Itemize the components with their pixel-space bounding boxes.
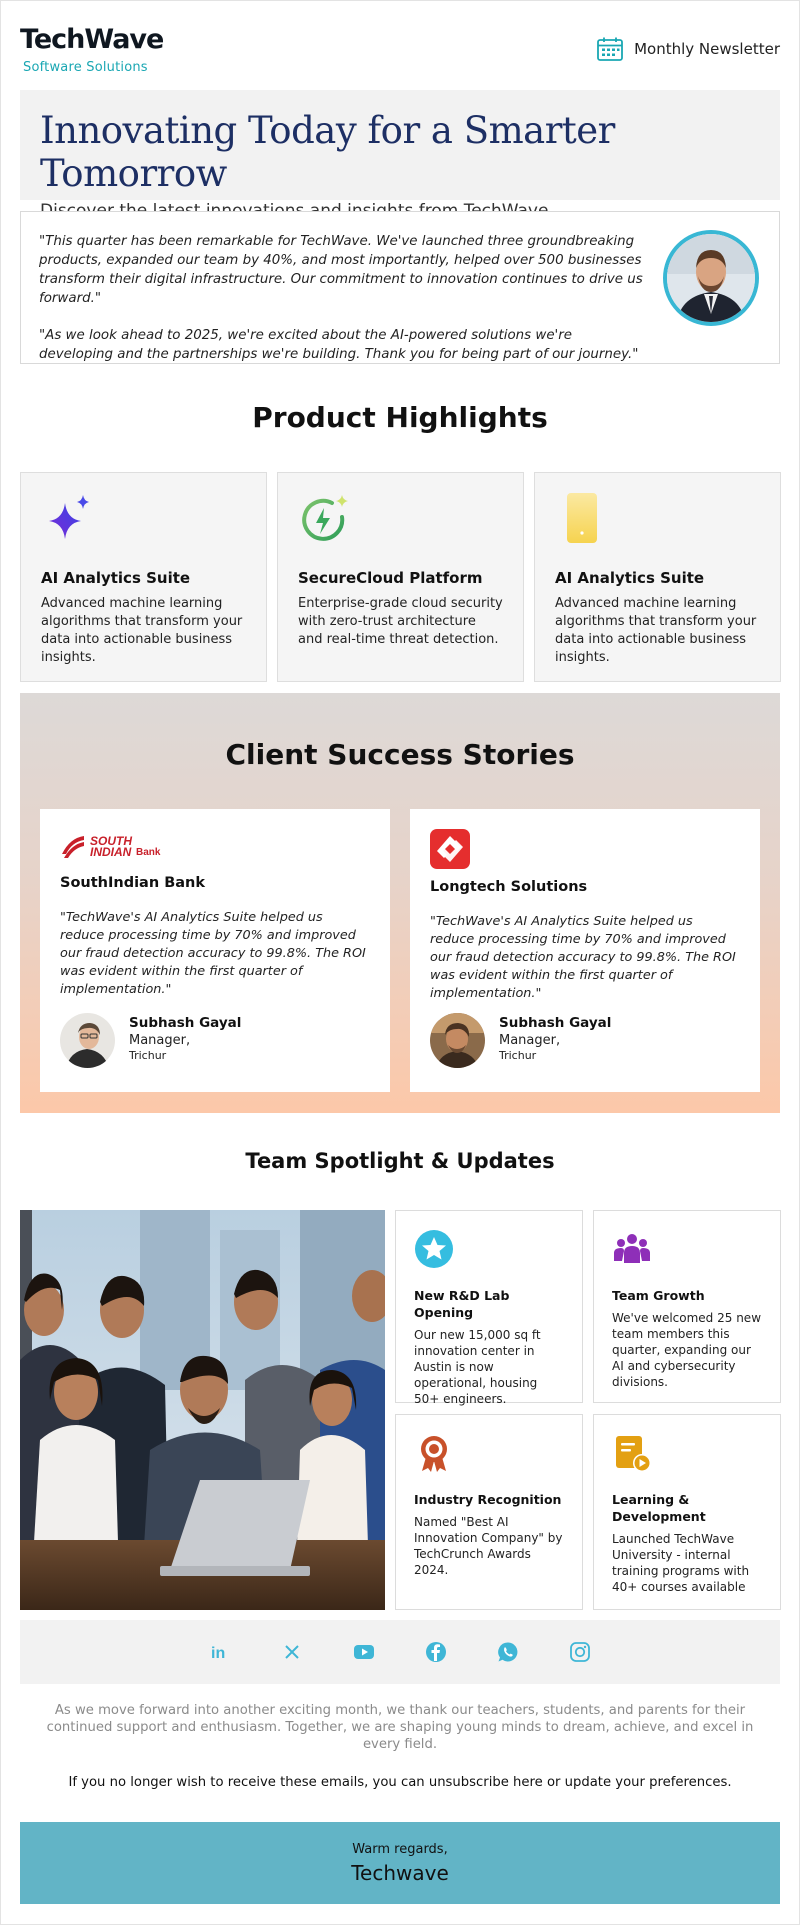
update-desc: We've welcomed 25 new team members this quarter, expanding our AI and cybersecurity divisions. xyxy=(612,1311,762,1389)
product-card[interactable] xyxy=(534,472,781,682)
youtube-icon[interactable] xyxy=(350,1638,378,1666)
social-links-bar xyxy=(20,1620,780,1684)
south-indian-bank-logo: SOUTH INDIAN Bank xyxy=(60,829,370,865)
update-card[interactable] xyxy=(395,1414,583,1610)
hero-banner xyxy=(20,90,780,200)
whatsapp-icon[interactable] xyxy=(494,1638,522,1666)
facebook-icon[interactable] xyxy=(422,1638,450,1666)
update-desc: Launched TechWave University - internal training programs with 40+ courses available xyxy=(612,1532,750,1594)
author-location: Trichur xyxy=(499,1049,537,1062)
footer-regards: Warm regards, xyxy=(352,1842,448,1857)
sparkle-icon xyxy=(41,493,93,545)
product-name: AI Analytics Suite xyxy=(41,569,191,587)
power-cloud-icon xyxy=(298,493,350,545)
brand-tagline: Software Solutions xyxy=(23,60,148,75)
avatar xyxy=(60,1013,115,1068)
product-desc: Enterprise-grade cloud security with zero-trust architecture and real-time threat detection. xyxy=(298,596,503,647)
testimonial-author xyxy=(60,1013,241,1068)
header xyxy=(20,24,780,84)
product-desc: Advanced machine learning algorithms that transform your data into actionable business insights. xyxy=(555,596,757,665)
update-card[interactable] xyxy=(593,1210,781,1403)
author-role: Manager, xyxy=(129,1033,191,1048)
longtech-logo xyxy=(430,829,740,869)
x-icon[interactable] xyxy=(278,1638,306,1666)
footer xyxy=(20,1822,780,1904)
quote-paragraph: "This quarter has been remarkable for TechWave. We've launched three groundbreaking products, expanded our team by 40%, and most importantly, helped over 500 businesses transform their digital infrastructure. Our commitment to innovation continues to drive us forward." xyxy=(39,234,643,306)
client-stories-section xyxy=(20,693,780,1113)
team-photo xyxy=(20,1210,385,1610)
story-card xyxy=(410,809,760,1092)
instagram-icon[interactable] xyxy=(566,1638,594,1666)
people-icon xyxy=(612,1229,652,1269)
client-name: Longtech Solutions xyxy=(430,879,588,895)
award-icon xyxy=(414,1433,454,1473)
calendar-icon xyxy=(596,36,624,62)
update-title: New R&D Lab Opening xyxy=(414,1288,510,1320)
testimonial-text: "TechWave's AI Analytics Suite helped us reduce processing time by 70% and improved our fraud detection accuracy to 99.8%. The ROI was evident within the first quarter of implementation." xyxy=(60,910,366,997)
product-card[interactable] xyxy=(277,472,524,682)
avatar xyxy=(430,1013,485,1068)
update-desc: Our new 15,000 sq ft innovation center in Austin is now operational, housing 50+ engineers. xyxy=(414,1328,541,1406)
team-section-title: Team Spotlight & Updates xyxy=(245,1149,555,1173)
product-name: SecureCloud Platform xyxy=(298,569,483,587)
product-desc: Advanced machine learning algorithms that transform your data into actionable business insights. xyxy=(41,596,243,665)
product-name: AI Analytics Suite xyxy=(555,569,705,587)
author-name: Subhash Gayal xyxy=(499,1015,612,1031)
update-desc: Named "Best AI Innovation Company" by TechCrunch Awards 2024. xyxy=(414,1515,563,1577)
svg-text:in: in xyxy=(211,1645,226,1662)
brand-logo[interactable]: TechWave xyxy=(20,24,164,55)
star-icon xyxy=(414,1229,454,1269)
phone-icon xyxy=(555,493,607,545)
ceo-quote-card xyxy=(20,211,780,364)
author-location: Trichur xyxy=(129,1049,167,1062)
newsletter-text: Monthly Newsletter xyxy=(634,40,780,58)
author-name: Subhash Gayal xyxy=(129,1015,242,1031)
linkedin-icon[interactable] xyxy=(206,1638,234,1666)
quote-paragraph: "As we look ahead to 2025, we're excited about the AI-powered solutions we're developing and the partnerships we're building. Thank you for being part of our journey." xyxy=(39,328,639,362)
products-section-title: Product Highlights xyxy=(252,401,548,434)
update-card[interactable] xyxy=(395,1210,583,1406)
update-title: Industry Recognition xyxy=(414,1492,562,1507)
course-icon xyxy=(612,1433,652,1473)
update-title: Learning & Development xyxy=(612,1492,706,1524)
ceo-avatar xyxy=(663,230,759,326)
hero-title: Innovating Today for a Smarter Tomorrow xyxy=(40,109,615,195)
unsubscribe-text[interactable]: If you no longer wish to receive these emails, you can unsubscribe here or update your preferences. xyxy=(68,1775,732,1790)
testimonial-author xyxy=(430,1013,611,1068)
update-title: Team Growth xyxy=(612,1288,705,1303)
newsletter-label xyxy=(596,36,780,62)
testimonial-text: "TechWave's AI Analytics Suite helped us reduce processing time by 70% and improved our fraud detection accuracy to 99.8%. The ROI was evident within the first quarter of implementation." xyxy=(430,914,736,1001)
closing-message: As we move forward into another exciting month, we thank our teachers, students, and parents for their continued support and enthusiasm. Together, we are shaping young minds to dream, achieve, and excel in every field. xyxy=(46,1703,754,1752)
stories-section-title: Client Success Stories xyxy=(225,738,575,771)
footer-brand: Techwave xyxy=(351,1861,449,1885)
update-card[interactable] xyxy=(593,1414,781,1610)
client-name: SouthIndian Bank xyxy=(60,875,206,891)
author-role: Manager, xyxy=(499,1033,561,1048)
product-card[interactable] xyxy=(20,472,267,682)
story-card xyxy=(40,809,390,1092)
